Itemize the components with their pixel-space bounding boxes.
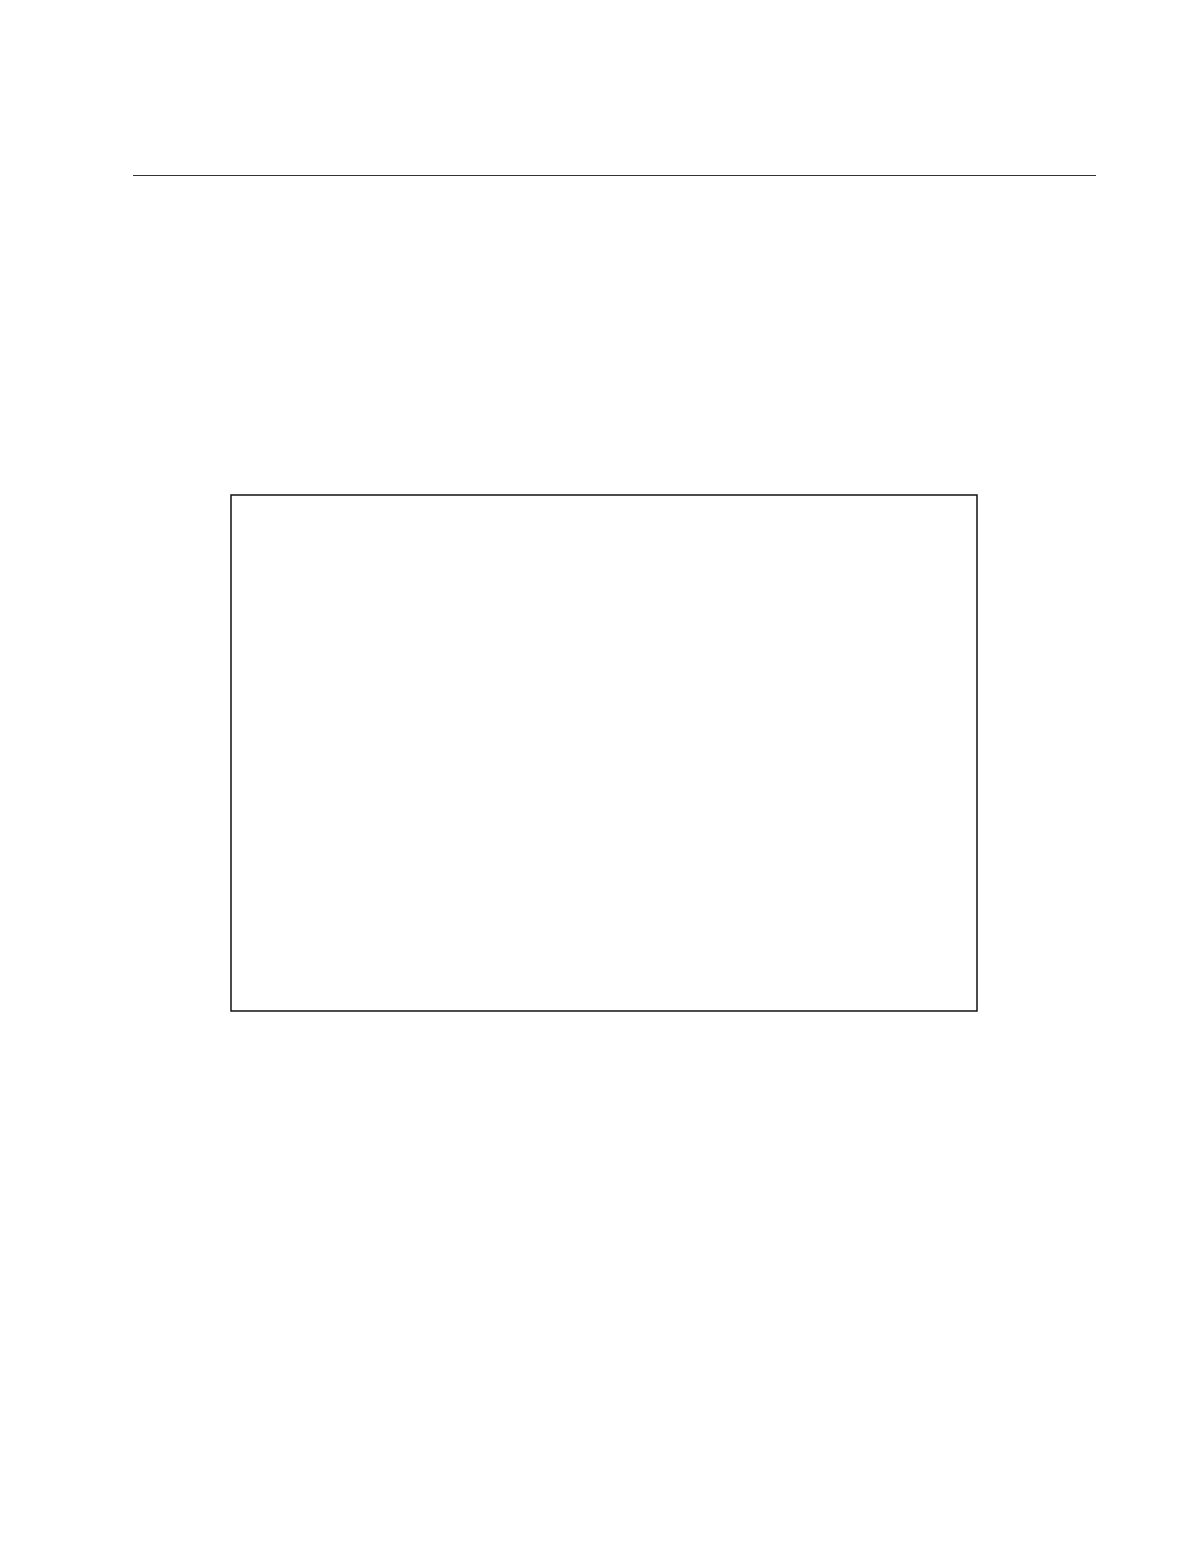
plot-frame xyxy=(231,495,977,1011)
title-divider xyxy=(133,175,1096,176)
